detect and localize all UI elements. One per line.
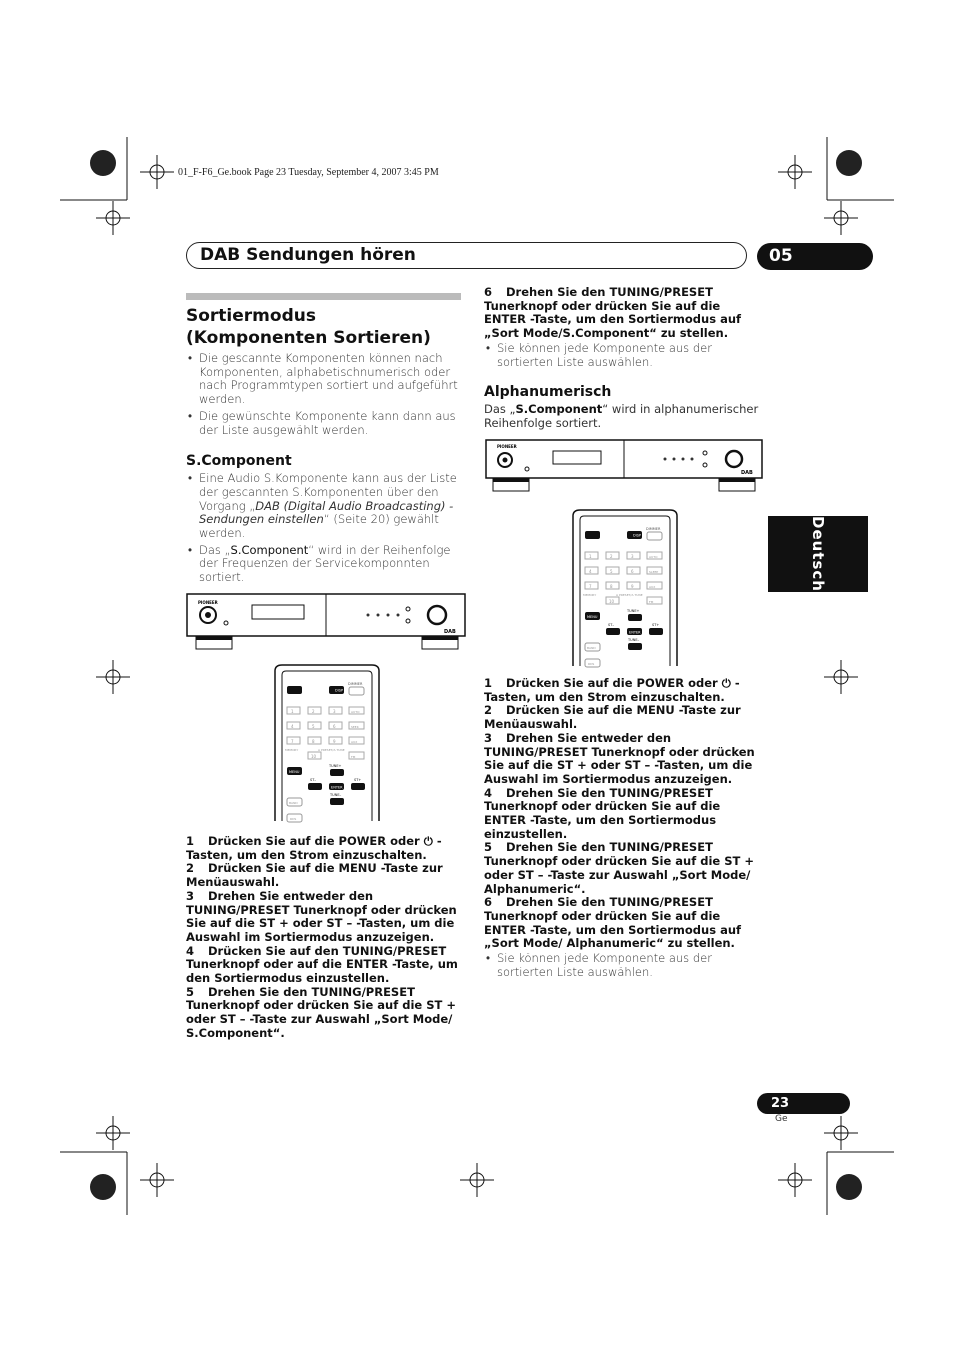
text: Das „ [484,402,516,417]
step-number: 2 [484,703,493,718]
section-bar [186,293,461,300]
remote-key: FM [351,755,356,759]
remote-key: 5 [610,569,613,574]
subheading-alphanumerisch: Alphanumerisch [484,384,612,401]
step-item [186,945,461,986]
right-steps [484,677,759,982]
language-tab-label: Deutsch [808,516,827,592]
step-text: Drehen Sie den TUNING/PRESET Tunerknopf oder drücken Sie auf die ENTER -Taste, um den Sortiermodus auf „Sort Mode/ Alphanumeric“ zu stellen. [484,895,742,951]
step-number: 1 [186,834,195,848]
remote-illustration-left [272,663,382,823]
alphanumerisch-text [484,403,759,430]
dimmer-label: DIMMER [348,682,363,686]
remote-key: 9 [333,739,336,744]
preset-label: A PRESET/A TUNE [616,593,643,597]
step-number: 5 [186,984,195,999]
right-column-top [484,286,759,431]
remote-key: AUX [649,585,656,589]
list-item [186,472,461,541]
remote-key: 5 [312,724,315,729]
step-text: Drehen Sie den TUNING/PRESET Tunerknopf oder drücken Sie auf die ST + oder ST – -Taste zur Auswahl „Sort Mode/ Alphanumeric“. [484,840,754,896]
chapter-badge: 05 [757,243,873,270]
list-item: • Die gescannte Komponenten können nach Komponenten, alphabetischnumerisch oder nach Programmtypen sortiert und aufgeführt werden. [186,352,461,407]
remote-key: 4 [589,569,592,574]
remote-key: 1 [589,554,592,559]
header-title: DAB Sendungen hören [200,245,416,265]
brand-label: PIONEER [198,600,218,605]
remote-key: AUTO [351,710,360,714]
step-item [484,841,759,896]
text: “ wird in alphanumerischer Reihenfolge sortiert. [484,402,759,430]
st-minus-label: ST– [310,778,317,782]
text: “ (Seite 20) gewählt werden. [199,512,439,541]
page-language: Ge [775,1114,788,1124]
device-illustration-right [485,439,765,495]
remote-illustration-right [570,508,680,668]
disp-label: DISP [633,533,642,538]
step-text: Drücken Sie auf den TUNING/PRESET Tunerknopf oder auf die ENTER -Taste, um den Sortiermodus einzustellen. [186,943,458,986]
step-number: 2 [186,861,195,876]
tune-minus-label: TUNE– [330,793,342,797]
step-item [186,835,461,862]
remote-key: 10 [311,754,317,759]
step-text: Drehen Sie entweder den TUNING/PRESET Tunerknopf oder drücken Sie auf die ST + oder ST – -Tasten, um die Auswahl im Sortiermodus anzuzeigen. [186,888,457,944]
text-bold: S.Component [515,402,603,417]
language-tab-label-wrap [768,516,868,592]
step-number: 5 [484,840,493,855]
text: Eine Audio S.Komponente kann aus der Liste der gescannten S.Komponenten über den Vorgang „ [199,471,457,513]
rds-label: RDS [588,662,595,666]
list-item: • Die gewünschte Komponente kann dann aus der Liste ausgewählt werden. [186,410,461,437]
intro-bullets [186,352,461,437]
text-bold: S.Component [230,542,309,557]
band-label: BAND [587,646,596,650]
step-item [484,732,759,787]
st-minus-label: ST– [608,623,615,627]
text: Das „ [199,542,231,557]
tune-plus-label: TUNE+ [329,764,342,768]
memory-label: MEMORY [583,593,597,597]
dab-label: DAB [741,470,753,476]
band-label: BAND [289,801,298,805]
menu-label: MENU [289,770,300,774]
remote-key: FM [649,600,654,604]
left-column-top [186,293,461,588]
step-item [484,677,759,704]
dab-label: DAB [444,629,456,635]
list-item [186,544,461,585]
remote-key: 7 [291,739,294,744]
enter-label: ENTER [629,630,641,635]
text-italic: DAB (Digital Audio Broadcasting) -Sendungen einstellen [199,498,454,527]
remote-key: AUX [351,740,358,744]
step-text: Drehen Sie den TUNING/PRESET Tunerknopf oder drücken Sie auf die ST + oder ST – -Taste zur Auswahl „Sort Mode/ S.Component“. [186,984,456,1040]
memory-label: MEMORY [285,748,299,752]
scomponent-bullets [186,472,461,585]
text: “ wird in der Reihenfolge der Frequenzen der Servicekomponnten sortiert. [199,542,451,585]
remote-key: 1 [291,709,294,714]
subheading-scomponent: S.Component [186,453,292,470]
step-text: Drehen Sie den TUNING/PRESET Tunerknopf oder drücken Sie auf die ENTER -Taste, um den Sortiermodus einzustellen. [484,785,721,841]
enter-label: ENTER [331,785,343,790]
st-plus-label: ST+ [652,623,660,627]
remote-key: 8 [312,739,315,744]
list-item: • Sie können jede Komponente aus der sortierten Liste auswählen. [484,952,759,979]
step-number: 1 [484,676,493,690]
step-item [186,986,461,1041]
step-item [186,862,461,889]
step-item [484,896,759,951]
remote-key: SLEEP [649,570,659,574]
remote-key: 2 [312,709,315,714]
step-text: Drücken Sie auf die POWER oder ⏻ -Tasten, um den Strom einzuschalten. [186,834,442,862]
file-info: 01_F-F6_Ge.book Page 23 Tuesday, September 4, 2007 3:45 PM [178,167,439,178]
page-number: 23 [757,1093,850,1114]
final-bullets [484,952,759,979]
preset-label: A PRESET/A TUNE [318,748,345,752]
step-item [484,286,759,341]
step6-bullets [484,342,759,369]
remote-key: 7 [589,584,592,589]
step-number: 6 [484,285,493,299]
device-illustration-left [186,593,466,653]
remote-key: 9 [631,584,634,589]
step-item [484,704,759,731]
st-plus-label: ST+ [354,778,362,782]
remote-key: 3 [333,709,336,714]
menu-label: MENU [587,615,598,619]
brand-label: PIONEER [497,444,517,449]
step-text: Drehen Sie entweder den TUNING/PRESET Tunerknopf oder drücken Sie auf die ST + oder ST – -Tasten, um die Auswahl im Sortiermodus anzuzeigen. [484,730,755,786]
tune-plus-label: TUNE+ [627,609,640,613]
step-item [484,787,759,842]
remote-key: AUTO [649,555,658,559]
remote-key: 10 [609,599,615,604]
step-number: 6 [484,895,493,910]
step-text: Drücken Sie auf die POWER oder ⏻ -Tasten, um den Strom einzuschalten. [484,676,740,704]
list-item: • Sie können jede Komponente aus der sortierten Liste auswählen. [484,342,759,369]
step-item [186,890,461,945]
step-number: 3 [484,730,493,745]
remote-key: 3 [631,554,634,559]
step-text: Drehen Sie den TUNING/PRESET Tunerknopf oder drücken Sie auf die ENTER -Taste, um den Sortiermodus auf „Sort Mode/S.Component“ zu stellen. [484,285,742,341]
section-heading: Sortiermodus (Komponenten Sortieren) [186,306,431,348]
step-number: 4 [484,785,493,800]
disp-label: DISP [335,688,344,693]
left-steps [186,835,461,1041]
remote-key: SEEK [351,725,359,729]
step-number: 3 [186,888,195,903]
dimmer-label: DIMMER [646,527,661,531]
remote-key: 4 [291,724,294,729]
step-text: Drücken Sie auf die MENU -Taste zur Menüauswahl. [186,861,443,890]
step-text: Drücken Sie auf die MENU -Taste zur Menüauswahl. [484,703,741,732]
tune-minus-label: TUNE– [628,638,640,642]
remote-key: 6 [333,724,336,729]
remote-key: 8 [610,584,613,589]
step-number: 4 [186,943,195,958]
rds-label: RDS [290,817,297,821]
remote-key: 2 [610,554,613,559]
remote-key: 6 [631,569,634,574]
